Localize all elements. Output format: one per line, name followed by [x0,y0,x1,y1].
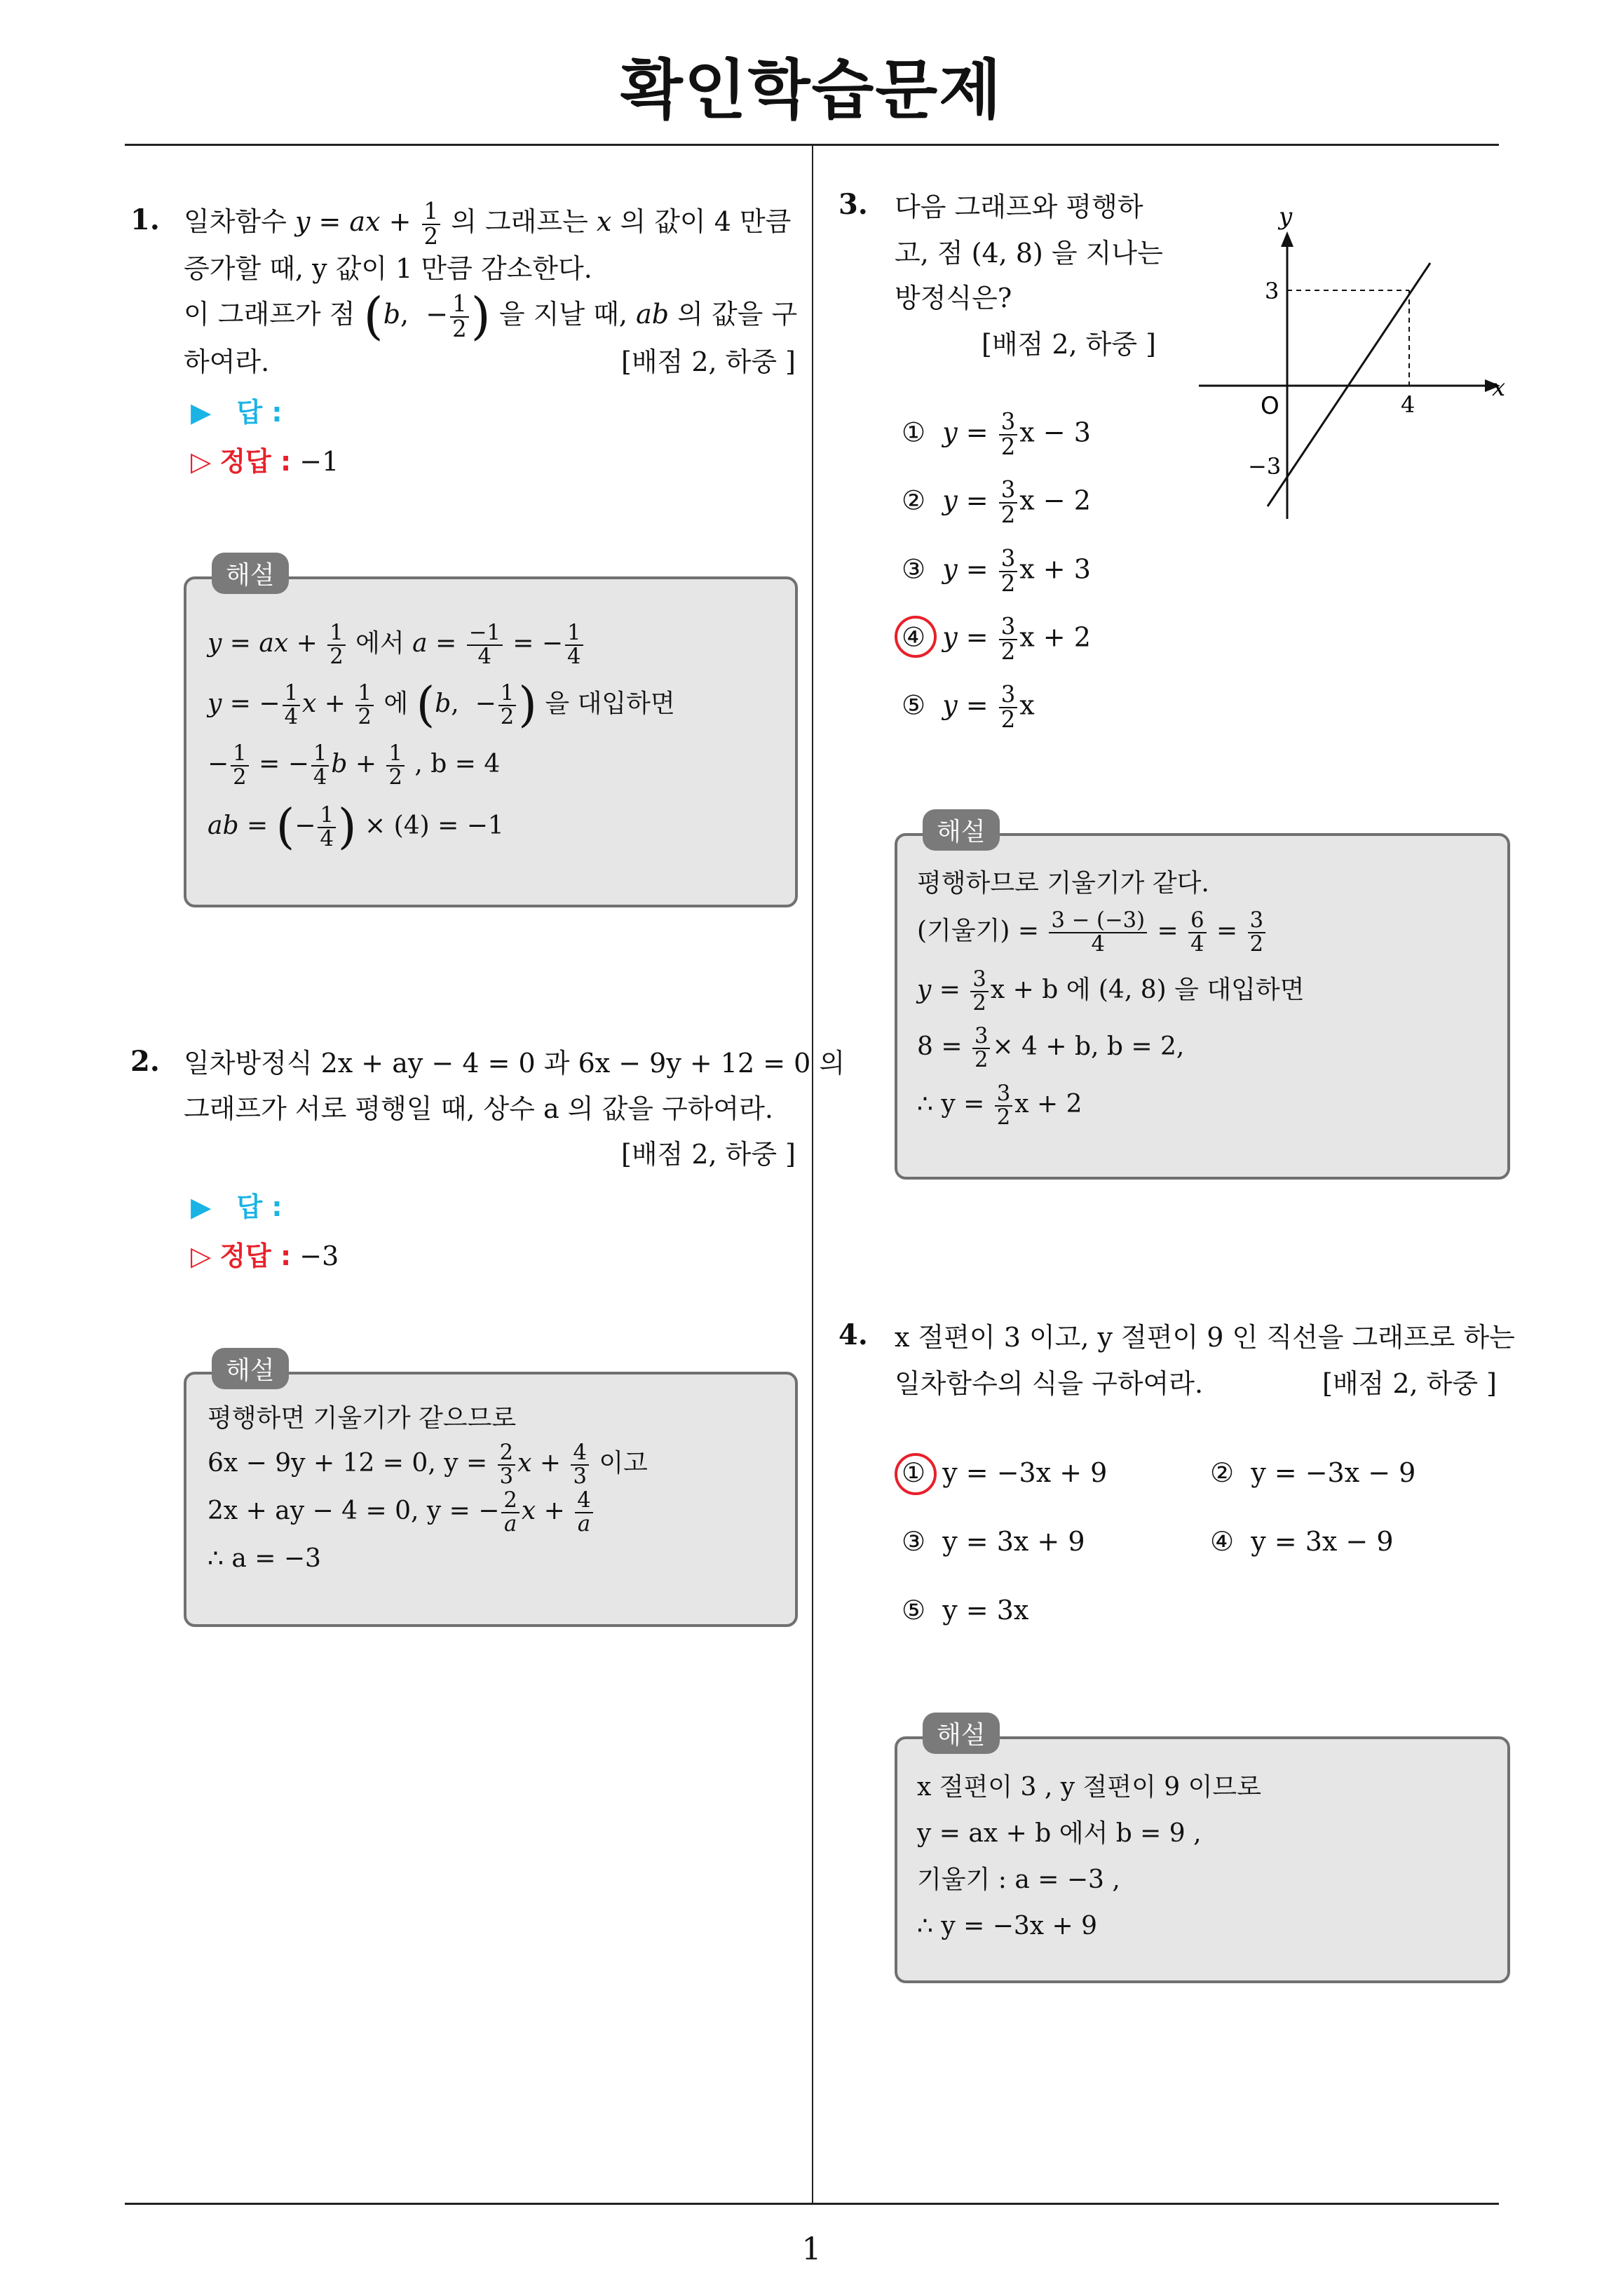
q3-sol-line1: 평행하므로 기울기가 같다. [917,869,1209,898]
q3-stem-line1: 다음 그래프와 평행하 [895,191,1143,222]
q2-sol-line2: 6x − 9y + 12 = 0, y = $\frac{2}{3}$ x + $\frac{4}{3}$ 이고 [208,1440,648,1489]
q1-solution-tag: 해설 [212,553,289,594]
q3-stem-line2: 고, 점 (4, 8) 을 지나는 [895,238,1163,269]
q4-choice-1[interactable]: ① y = −3x + 9 [902,1457,1108,1488]
q4-sol-line4: ∴ y = −3x + 9 [917,1912,1098,1940]
q1-stem-line2: 증가할 때, y 값이 1 만큼 감소한다. [184,253,592,284]
q1-answer-row [191,389,283,435]
q2-correct-row [191,1233,339,1279]
q3-choice-1[interactable]: ① y = $\frac{3}{2}$ x − 3 [902,408,1091,460]
q2-number: 2. [130,1045,160,1078]
q4-number: 4. [838,1318,868,1351]
q3-sol-line3: y = $\frac{3}{2}$ x + b 에 (4, 8) 을 대입하면 [917,966,1305,1015]
graph-origin-label: O [1261,392,1279,420]
q2-meta: [배점 2, 하중 ] [621,1139,796,1170]
graph-y-label: y [1279,203,1293,231]
q3-number: 3. [838,188,868,221]
q3-solution-tag: 해설 [923,809,1000,851]
q2-answer-row [191,1184,283,1230]
answer-arrow-icon: ▶ [191,397,212,428]
q3-sol-line4: 8 = $\frac{3}{2}$ × 4 + b, b = 2, [917,1023,1185,1072]
q4-choice-2[interactable]: ② y = −3x − 9 [1210,1457,1416,1488]
q1-sol-line4: ab = (− $\frac{1}{4}$ ) × (4) = −1 [208,799,504,855]
q4-stem-line2: 일차함수의 식을 구하여라. [895,1368,1204,1399]
graph-x-label: x [1492,374,1506,402]
q1-sol-line3: − $\frac{1}{2}$ = − $\frac{1}{4}$ b + $\frac{1}{2}$ , b = 4 [208,741,501,790]
q3-choice-5[interactable]: ⑤ y = $\frac{3}{2}$ x [902,681,1035,733]
column-divider [812,145,813,2204]
q4-solution-tag: 해설 [923,1713,1000,1754]
answer-label: 답 : [236,1191,283,1222]
q1-sol-line1: y = ax + $\frac{1}{2}$ 에서 a = $\frac{-1}{4}$ = − $\frac{1}{4}$ [208,614,585,673]
q1-stem-line4: 하여라. [184,346,270,377]
q2-sol-line1: 평행하면 기울기가 같으므로 [208,1404,517,1433]
q2-stem-line1: 일차방정식 2x + ay − 4 = 0 과 6x − 9y + 12 = 0 의 [184,1048,846,1079]
correct-arrow-icon: ▷ [191,1241,212,1271]
q4-meta: [배점 2, 하중 ] [1322,1368,1497,1399]
q3-sol-line5: ∴ y = $\frac{3}{2}$ x + 2 [917,1081,1082,1130]
q3-stem-line3: 방정식은? [895,283,1012,313]
page-number: 1 [801,2231,822,2267]
q4-sol-line3: 기울기 : a = −3 , [917,1865,1120,1894]
q4-choice-5[interactable]: ⑤ y = 3x [902,1595,1029,1626]
q4-sol-line1: x 절편이 3 , y 절편이 9 이므로 [917,1773,1261,1802]
q2-stem-line2: 그래프가 서로 평행일 때, 상수 a 의 값을 구하여라. [184,1093,773,1124]
q1-correct-value: −1 [299,446,339,477]
q3-graph [1192,203,1514,526]
q3-choice-2[interactable]: ② y = $\frac{3}{2}$ x − 2 [902,476,1091,528]
q3-choice-3[interactable]: ③ y = $\frac{3}{2}$ x + 3 [902,545,1091,597]
q4-stem-line1: x 절편이 3 이고, y 절편이 9 인 직선을 그래프로 하는 [895,1322,1515,1353]
page-title: 확인학습문제 [620,53,1003,128]
y-axis-arrow-icon [1281,231,1293,247]
q2-solution-tag: 해설 [212,1348,289,1389]
q1-correct-row [191,438,339,485]
correct-label: 정답 : [219,1241,292,1271]
q4-choice-4[interactable]: ④ y = 3x − 9 [1210,1526,1394,1557]
correct-label: 정답 : [219,446,292,477]
q2-correct-value: −3 [299,1241,339,1271]
q3-choice-4[interactable]: ④ y = $\frac{3}{2}$ x + 2 [902,613,1091,665]
correct-arrow-icon: ▷ [191,446,212,477]
q1-meta: [배점 2, 하중 ] [621,346,796,377]
q4-choice-3[interactable]: ③ y = 3x + 9 [902,1526,1085,1557]
answer-label: 답 : [236,397,283,428]
graph-y-tick-neg: −3 [1248,453,1282,480]
graph-y-tick-pos: 3 [1265,278,1279,304]
q1-stem-line1: 일차함수 y = ax + $\frac{1}{2}$ 의 그래프는 x 의 값이 4 만큼 [184,197,792,250]
q4-sol-line2: y = ax + b 에서 b = 9 , [917,1819,1202,1848]
q2-sol-line3: 2x + ay − 4 = 0, y = − $\frac{2}{a}$ x + $\frac{4}{a}$ [208,1487,595,1536]
graph-x-tick: 4 [1401,391,1415,418]
q1-sol-line2: y = − $\frac{1}{4}$ x + $\frac{1}{2}$ 에 (b, − $\frac{1}{2}$ ) 을 대입하면 [208,677,675,733]
answer-arrow-icon: ▶ [191,1191,212,1222]
bottom-rule [125,2203,1499,2205]
q3-meta: [배점 2, 하중 ] [982,329,1156,360]
q3-sol-line2: (기울기) = $\frac{3 - (-3)}{4}$ = $\frac{6}{4}$ = $\frac{3}{2}$ [917,903,1268,959]
q2-sol-line4: ∴ a = −3 [208,1544,321,1573]
q1-stem-line3: 이 그래프가 점 (b, − $\frac{1}{2}$ ) 을 지날 때, ab 의 값을 구 [184,287,798,346]
q1-number: 1. [130,203,160,236]
